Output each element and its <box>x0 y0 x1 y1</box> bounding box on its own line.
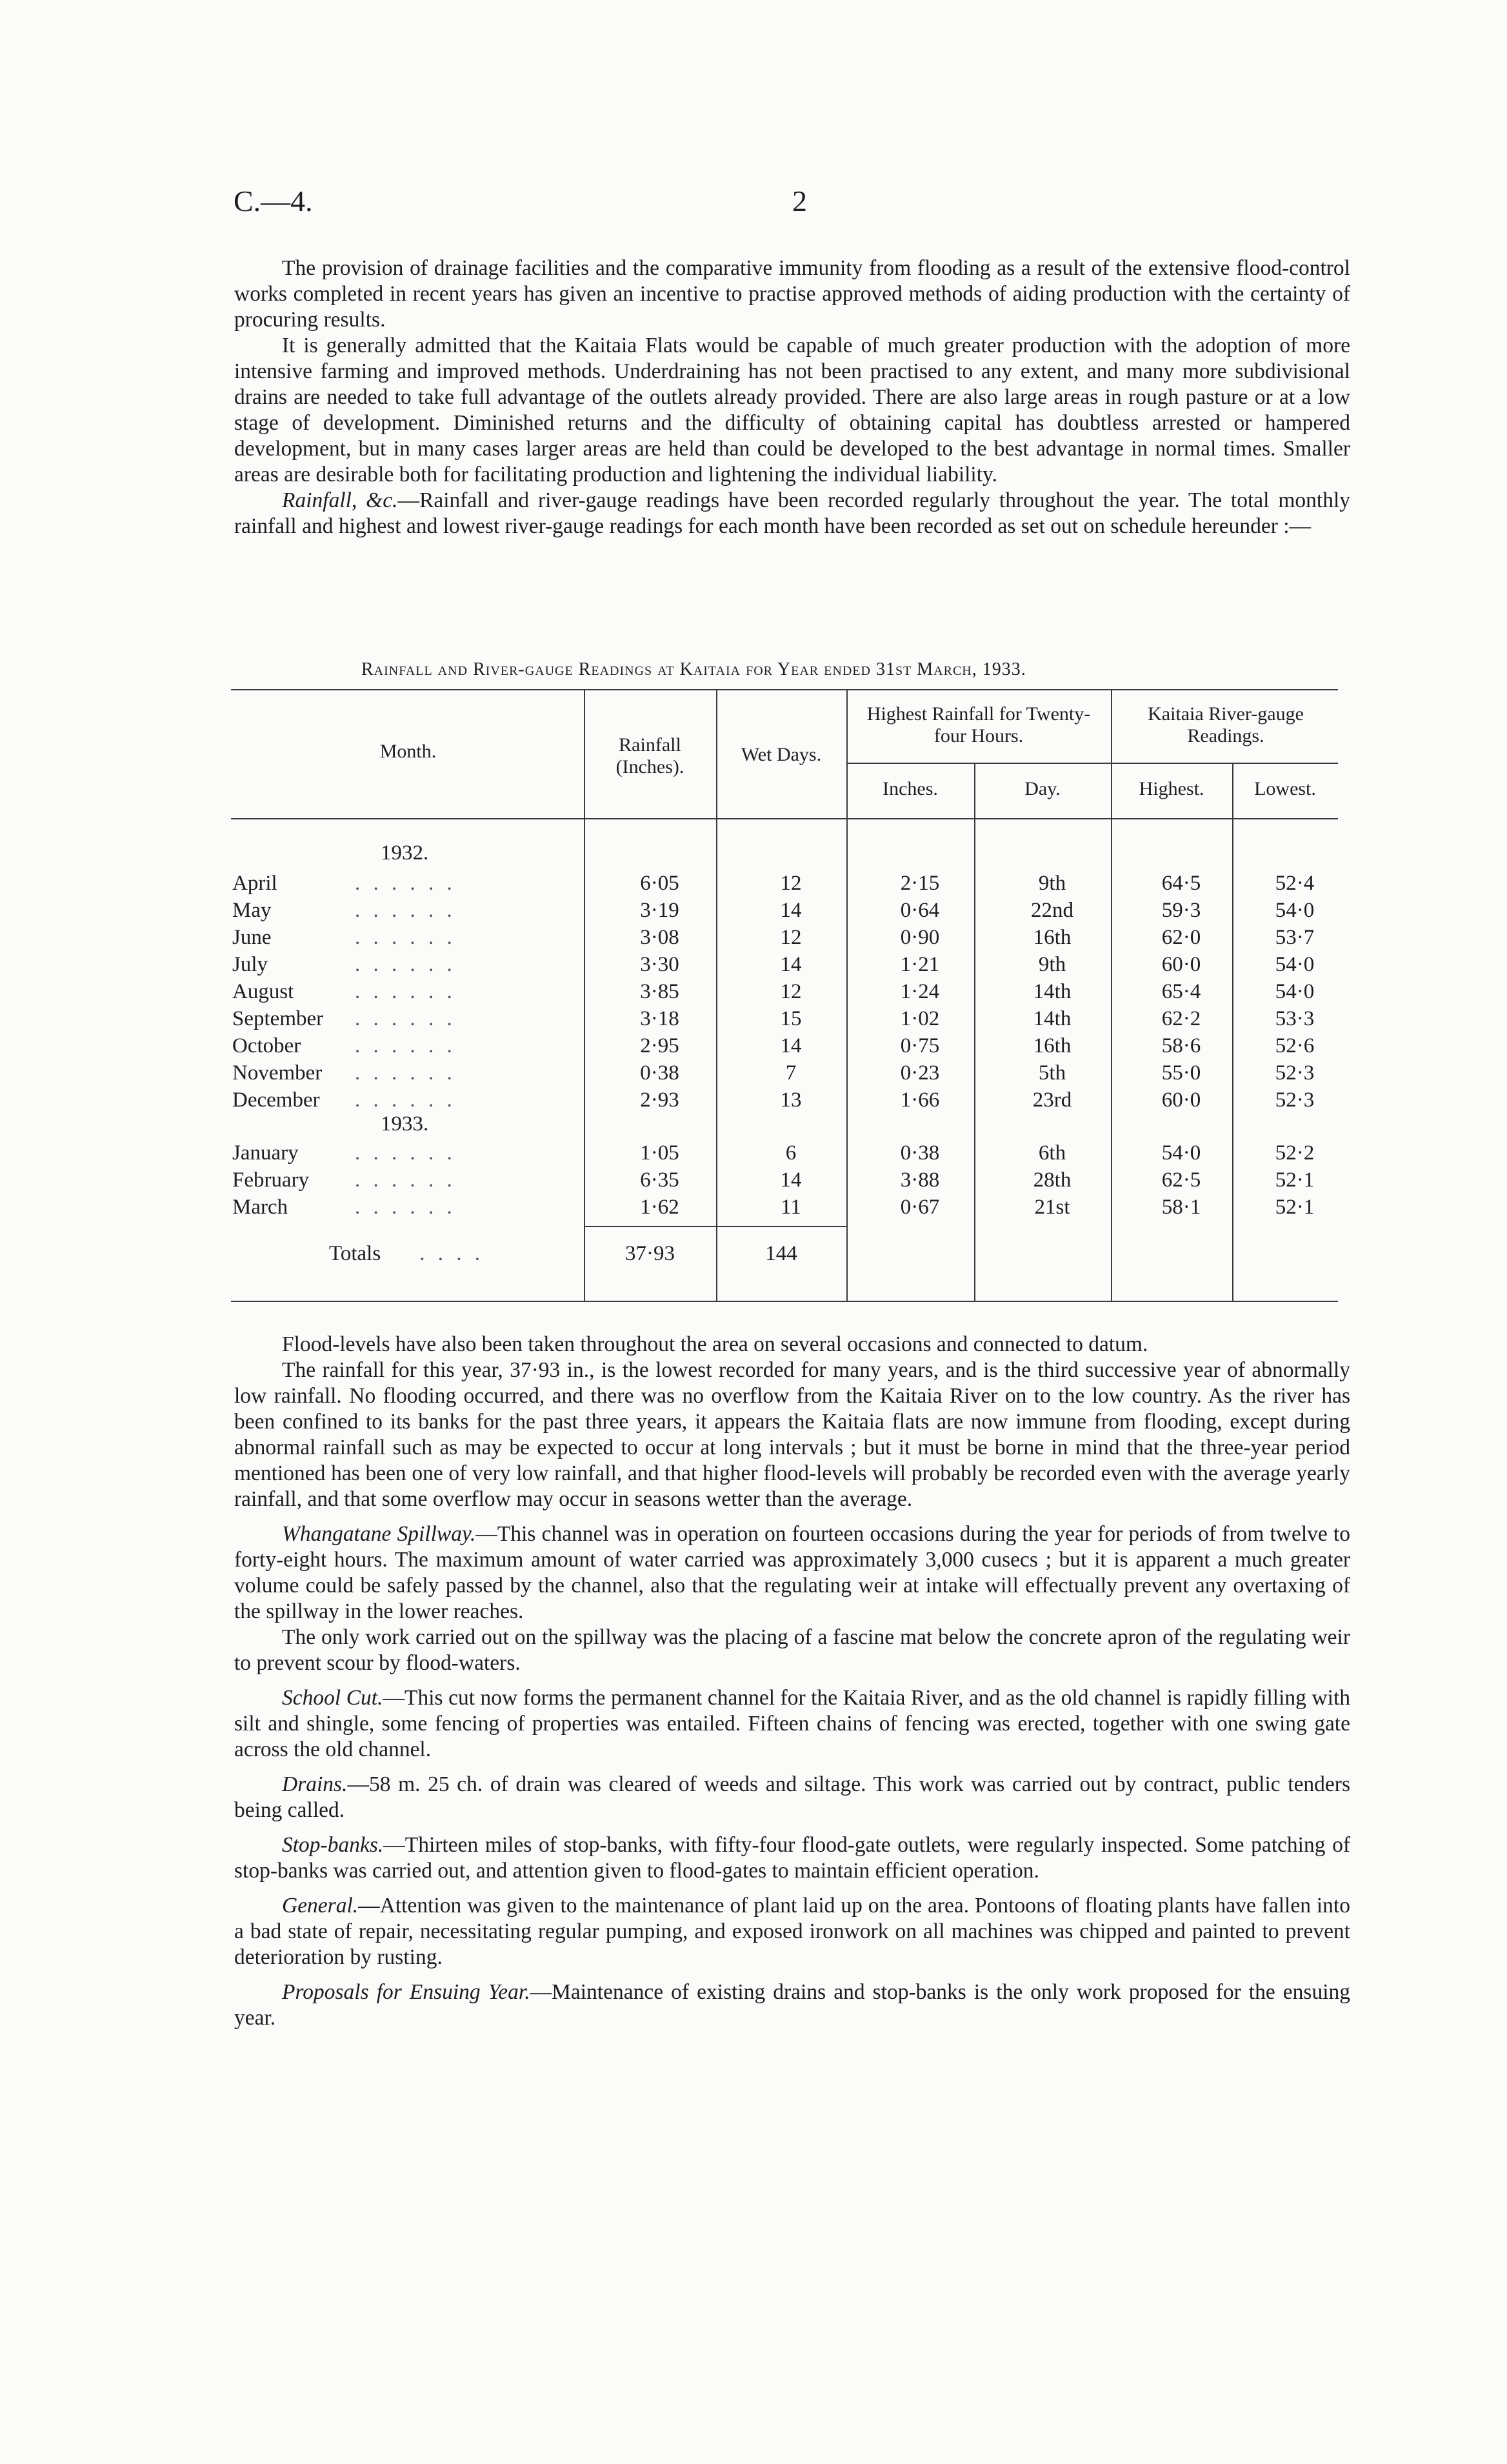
wet-days-cell: 13 <box>780 1088 802 1112</box>
header-month: Month. <box>379 741 437 762</box>
inches-cell: 0·64 <box>900 898 940 922</box>
rainfall-cell: 2·95 <box>640 1034 679 1057</box>
totals-wet-days: 144 <box>765 1242 797 1265</box>
rainfall-cell: 1·62 <box>640 1195 679 1219</box>
rainfall-cell: 6·35 <box>640 1168 679 1192</box>
highest-cell: 58·6 <box>1161 1034 1201 1057</box>
lowest-cell: 52·2 <box>1275 1141 1315 1165</box>
day-cell: 14th <box>1033 979 1072 1003</box>
highest-group-rule <box>846 763 1111 764</box>
drains-text: —58 m. 25 ch. of drain was cleared of weeds and siltage. This work was carried out by contract, public tenders being called. <box>234 1772 1350 1822</box>
day-cell: 9th <box>1038 952 1066 976</box>
wet-days-cell: 14 <box>780 1168 802 1192</box>
day-cell: 14th <box>1033 1007 1072 1030</box>
highest-cell: 59·3 <box>1161 898 1201 922</box>
month-cell <box>232 1087 594 1114</box>
header-inches: Inches. <box>883 778 938 799</box>
highest-cell: 60·0 <box>1161 1088 1201 1112</box>
month-name: May <box>232 898 272 922</box>
highest-cell: 62·2 <box>1161 1007 1201 1030</box>
lowest-cell: 52·6 <box>1275 1034 1315 1057</box>
lowest-cell: 52·1 <box>1275 1168 1315 1192</box>
table-row <box>232 1139 1348 1167</box>
rainfall-cell: 3·08 <box>640 925 679 949</box>
highest-cell: 64·5 <box>1161 871 1201 895</box>
table-row <box>232 1005 1348 1032</box>
page-number: 2 <box>792 185 807 217</box>
table-row <box>232 1194 1348 1221</box>
table-caption: Rainfall and River-gauge Readings at Kaitaia for Year ended 31st March, 1933. <box>361 659 1026 679</box>
river-group-rule <box>1111 763 1338 764</box>
body-paragraph-7 <box>234 1832 1350 1884</box>
wet-days-cell: 12 <box>780 871 802 895</box>
inches-cell: 0·38 <box>900 1141 940 1165</box>
proposals-text: —Maintenance of existing drains and stop-banks is the only work proposed for the ensuing year. <box>234 1980 1350 2030</box>
leader-dots: . . . . . . <box>355 1088 456 1112</box>
rainfall-cell: 3·85 <box>640 979 679 1003</box>
month-cell <box>232 1194 594 1221</box>
wet-days-cell: 14 <box>780 1034 802 1057</box>
leader-dots: . . . . . . <box>355 925 456 949</box>
month-name: March <box>232 1195 288 1219</box>
day-cell: 16th <box>1033 1034 1072 1057</box>
highest-cell: 60·0 <box>1161 952 1201 976</box>
wet-days-cell: 12 <box>780 925 802 949</box>
inches-cell: 2·15 <box>900 871 940 895</box>
body-paragraph-9 <box>234 1979 1350 2031</box>
leader-dots: . . . . . . <box>355 1007 456 1030</box>
inches-cell: 3·88 <box>900 1168 940 1192</box>
general-heading: General. <box>282 1894 359 1918</box>
header-highest-rainfall: Highest Rainfall for Twenty-four Hours. <box>866 703 1091 746</box>
year-spacer-row <box>232 1114 1348 1139</box>
lowest-cell: 52·4 <box>1275 871 1315 895</box>
body-paragraph-2: The rainfall for this year, 37·93 in., is the lowest recorded for many years, and is the third successive year of abnormally low rainfall. No flooding occurred, and there was no overflow from the Kaitaia River on to the low country. As the river has been confined to its banks for the past three years, it appears the Kaitaia flats are now immune from flooding, except during abnormal rainfall such as may be expected to occur at long intervals ; but it must be borne in mind that the three-year period mentioned has been one of very low rainfall, and that higher flood-levels will probably be recorded even with the average yearly rainfall, and that some overflow may occur in seasons wetter than the average. <box>234 1358 1350 1511</box>
rainfall-cell: 1·05 <box>640 1141 679 1165</box>
day-cell: 16th <box>1033 925 1072 949</box>
totals-dots: . . . . <box>419 1242 484 1265</box>
leader-dots: . . . . . . <box>355 871 456 895</box>
inches-cell: 0·23 <box>900 1061 940 1085</box>
month-name: April <box>232 871 277 895</box>
table-top-rule <box>231 689 1338 690</box>
rainfall-cell: 3·19 <box>640 898 679 922</box>
highest-cell: 62·0 <box>1161 925 1201 949</box>
body-section <box>234 1332 1350 2031</box>
day-cell: 22nd <box>1031 898 1073 922</box>
inches-cell: 0·90 <box>900 925 940 949</box>
month-name: December <box>232 1088 320 1112</box>
day-cell: 28th <box>1033 1168 1072 1192</box>
totals-text: Totals <box>329 1242 381 1265</box>
spillway-heading: Whangatane Spillway. <box>282 1522 476 1546</box>
leader-dots: . . . . . . <box>355 1061 456 1085</box>
leader-dots: . . . . . . <box>355 1034 456 1057</box>
month-name: February <box>232 1168 310 1192</box>
year-label-1932: 1932. <box>381 841 429 865</box>
header-lowest: Lowest. <box>1254 778 1316 799</box>
leader-dots: . . . . . . <box>355 979 456 1003</box>
lowest-cell: 52·3 <box>1275 1061 1315 1085</box>
table-row <box>232 870 1348 897</box>
leader-dots: . . . . . . <box>355 898 456 922</box>
highest-cell: 62·5 <box>1161 1168 1201 1192</box>
lowest-cell: 53·7 <box>1275 925 1315 949</box>
intro-paragraph-2: It is generally admitted that the Kaitaia Flats would be capable of much greater production with the adoption of more intensive farming and improved methods. Underdraining has not been practised to any extent, and many more subdivisional drains are needed to take full advantage of the outlets already provided. There are also large areas in rough pasture or at a low stage of development. Diminished returns and the difficulty of obtaining capital has doubtless arrested or hampered development, but in many cases larger areas are held than could be developed to the best advantage in normal times. Smaller areas are desirable both for facilitating production and lightening the individual liability. <box>234 334 1350 486</box>
leader-dots: . . . . . . <box>355 952 456 976</box>
lowest-cell: 54·0 <box>1275 979 1315 1003</box>
month-name: August <box>232 979 294 1003</box>
body-paragraph-5 <box>234 1685 1350 1763</box>
month-name: October <box>232 1034 301 1057</box>
table-row <box>232 951 1348 978</box>
table-bottom-rule <box>231 1301 1338 1302</box>
month-cell <box>232 978 594 1005</box>
month-cell <box>232 1032 594 1059</box>
body-paragraph-8 <box>234 1893 1350 1970</box>
totals-rainfall: 37·93 <box>625 1242 675 1265</box>
inches-cell: 1·66 <box>900 1088 940 1112</box>
table-row <box>232 1167 1348 1194</box>
highest-cell: 65·4 <box>1161 979 1201 1003</box>
inches-cell: 1·24 <box>900 979 940 1003</box>
totals-rule <box>584 1226 847 1227</box>
leader-dots: . . . . . . <box>355 1141 456 1165</box>
leader-dots: . . . . . . <box>355 1168 456 1192</box>
header-day: Day. <box>1024 778 1061 799</box>
header-rainfall: Rainfall (Inches). <box>615 734 684 777</box>
rainfall-cell: 6·05 <box>640 871 679 895</box>
table-row <box>232 1059 1348 1087</box>
document-reference: C.—4. <box>234 185 313 217</box>
header-wet-days: Wet Days. <box>741 744 822 765</box>
highest-cell: 55·0 <box>1161 1061 1201 1085</box>
rainfall-cell: 2·93 <box>640 1088 679 1112</box>
lowest-cell: 52·3 <box>1275 1088 1315 1112</box>
rainfall-cell: 3·18 <box>640 1007 679 1030</box>
highest-cell: 58·1 <box>1161 1195 1201 1219</box>
month-cell <box>232 870 594 897</box>
stop-banks-heading: Stop-banks. <box>282 1833 384 1857</box>
inches-cell: 0·75 <box>900 1034 940 1057</box>
wet-days-cell: 15 <box>780 1007 802 1030</box>
month-cell <box>232 1139 594 1167</box>
header-highest: Highest. <box>1139 778 1204 799</box>
day-cell: 9th <box>1038 871 1066 895</box>
wet-days-cell: 7 <box>785 1061 797 1085</box>
general-text: —Attention was given to the maintenance of plant laid up on the area. Pontoons of floating plants have fallen into a bad state of repair, necessitating regular pumping, and exposed ironwork on all machines was chipped and painted to prevent deterioration by rusting. <box>234 1894 1350 1969</box>
body-paragraph-6 <box>234 1772 1350 1823</box>
spacer-cell <box>232 1114 1348 1139</box>
drains-heading: Drains. <box>282 1772 348 1796</box>
month-cell <box>232 897 594 924</box>
totals-label <box>329 1242 484 1266</box>
month-cell <box>232 951 594 978</box>
day-cell: 21st <box>1034 1195 1070 1219</box>
year-label-1933: 1933. <box>381 1112 429 1136</box>
lowest-cell: 53·3 <box>1275 1007 1315 1030</box>
rainfall-table <box>232 870 1348 1221</box>
rainfall-cell: 0·38 <box>640 1061 679 1085</box>
day-cell: 6th <box>1038 1141 1066 1165</box>
month-cell <box>232 924 594 951</box>
lowest-cell: 52·1 <box>1275 1195 1315 1219</box>
month-cell <box>232 1167 594 1194</box>
body-paragraph-3 <box>234 1521 1350 1625</box>
wet-days-cell: 14 <box>780 952 802 976</box>
intro-paragraph-1: The provision of drainage facilities and the comparative immunity from flooding as a result of the extensive flood-control works completed in recent years has given an incentive to practise approved methods of aiding production with the certainty of procuring results. <box>234 256 1350 332</box>
school-cut-text: —This cut now forms the permanent channel for the Kaitaia River, and as the old channel is rapidly filling with silt and shingle, some fencing of properties was entailed. Fifteen chains of fencing was erected, together with one swing gate across the old channel. <box>234 1686 1351 1761</box>
rainfall-text: —Rainfall and river-gauge readings have been recorded regularly throughout the year. The total monthly rainfall and highest and lowest river-gauge readings for each month have been recorded as set out on schedule hereunder :— <box>234 488 1350 538</box>
leader-dots: . . . . . . <box>355 1195 456 1219</box>
wet-days-cell: 14 <box>780 898 802 922</box>
inches-cell: 1·21 <box>900 952 940 976</box>
header-river-gauge: Kaitaia River-gauge Readings. <box>1148 703 1304 746</box>
rainfall-heading: Rainfall, &c. <box>282 488 398 512</box>
header-bottom-rule <box>231 818 1338 819</box>
body-paragraph-4: The only work carried out on the spillway was the placing of a fascine mat below the concrete apron of the regulating weir to prevent scour by flood-waters. <box>234 1625 1350 1675</box>
month-name: November <box>232 1061 323 1085</box>
lowest-cell: 54·0 <box>1275 952 1315 976</box>
month-cell <box>232 1059 594 1087</box>
month-name: July <box>232 952 268 976</box>
month-name: June <box>232 925 272 949</box>
table-row <box>232 1087 1348 1114</box>
table-row <box>232 897 1348 924</box>
inches-cell: 0·67 <box>900 1195 940 1219</box>
table-row <box>232 924 1348 951</box>
wet-days-cell: 11 <box>781 1195 801 1219</box>
school-cut-heading: School Cut. <box>282 1686 383 1710</box>
intro-section <box>234 255 1350 539</box>
proposals-heading: Proposals for Ensuing Year. <box>282 1980 530 2004</box>
table-row <box>232 978 1348 1005</box>
month-name: September <box>232 1007 324 1030</box>
rainfall-cell: 3·30 <box>640 952 679 976</box>
body-paragraph-1: Flood-levels have also been taken throughout the area on several occasions and connected to datum. <box>282 1332 1148 1356</box>
month-name: January <box>232 1141 299 1165</box>
wet-days-cell: 12 <box>780 979 802 1003</box>
table-row <box>232 1032 1348 1059</box>
highest-cell: 54·0 <box>1161 1141 1201 1165</box>
day-cell: 23rd <box>1032 1088 1072 1112</box>
month-cell <box>232 1005 594 1032</box>
day-cell: 5th <box>1038 1061 1066 1085</box>
inches-cell: 1·02 <box>900 1007 940 1030</box>
intro-paragraph-3 <box>234 488 1350 539</box>
wet-days-cell: 6 <box>785 1141 797 1165</box>
stop-banks-text: —Thirteen miles of stop-banks, with fifty-four flood-gate outlets, were regularly inspected. Some patching of stop-banks was carried out, and attention given to flood-gates to maintain efficient operation. <box>234 1833 1350 1883</box>
lowest-cell: 54·0 <box>1275 898 1315 922</box>
spillway-text: —This channel was in operation on fourteen occasions during the year for periods of from twelve to forty-eight hours. The maximum amount of water carried was approximately 3,000 cusecs ; but it is apparent a much greater volume could be safely passed by the channel, also that the regulating weir at intake will effectually prevent any overtaxing of the spillway in the lower reaches. <box>234 1522 1350 1623</box>
